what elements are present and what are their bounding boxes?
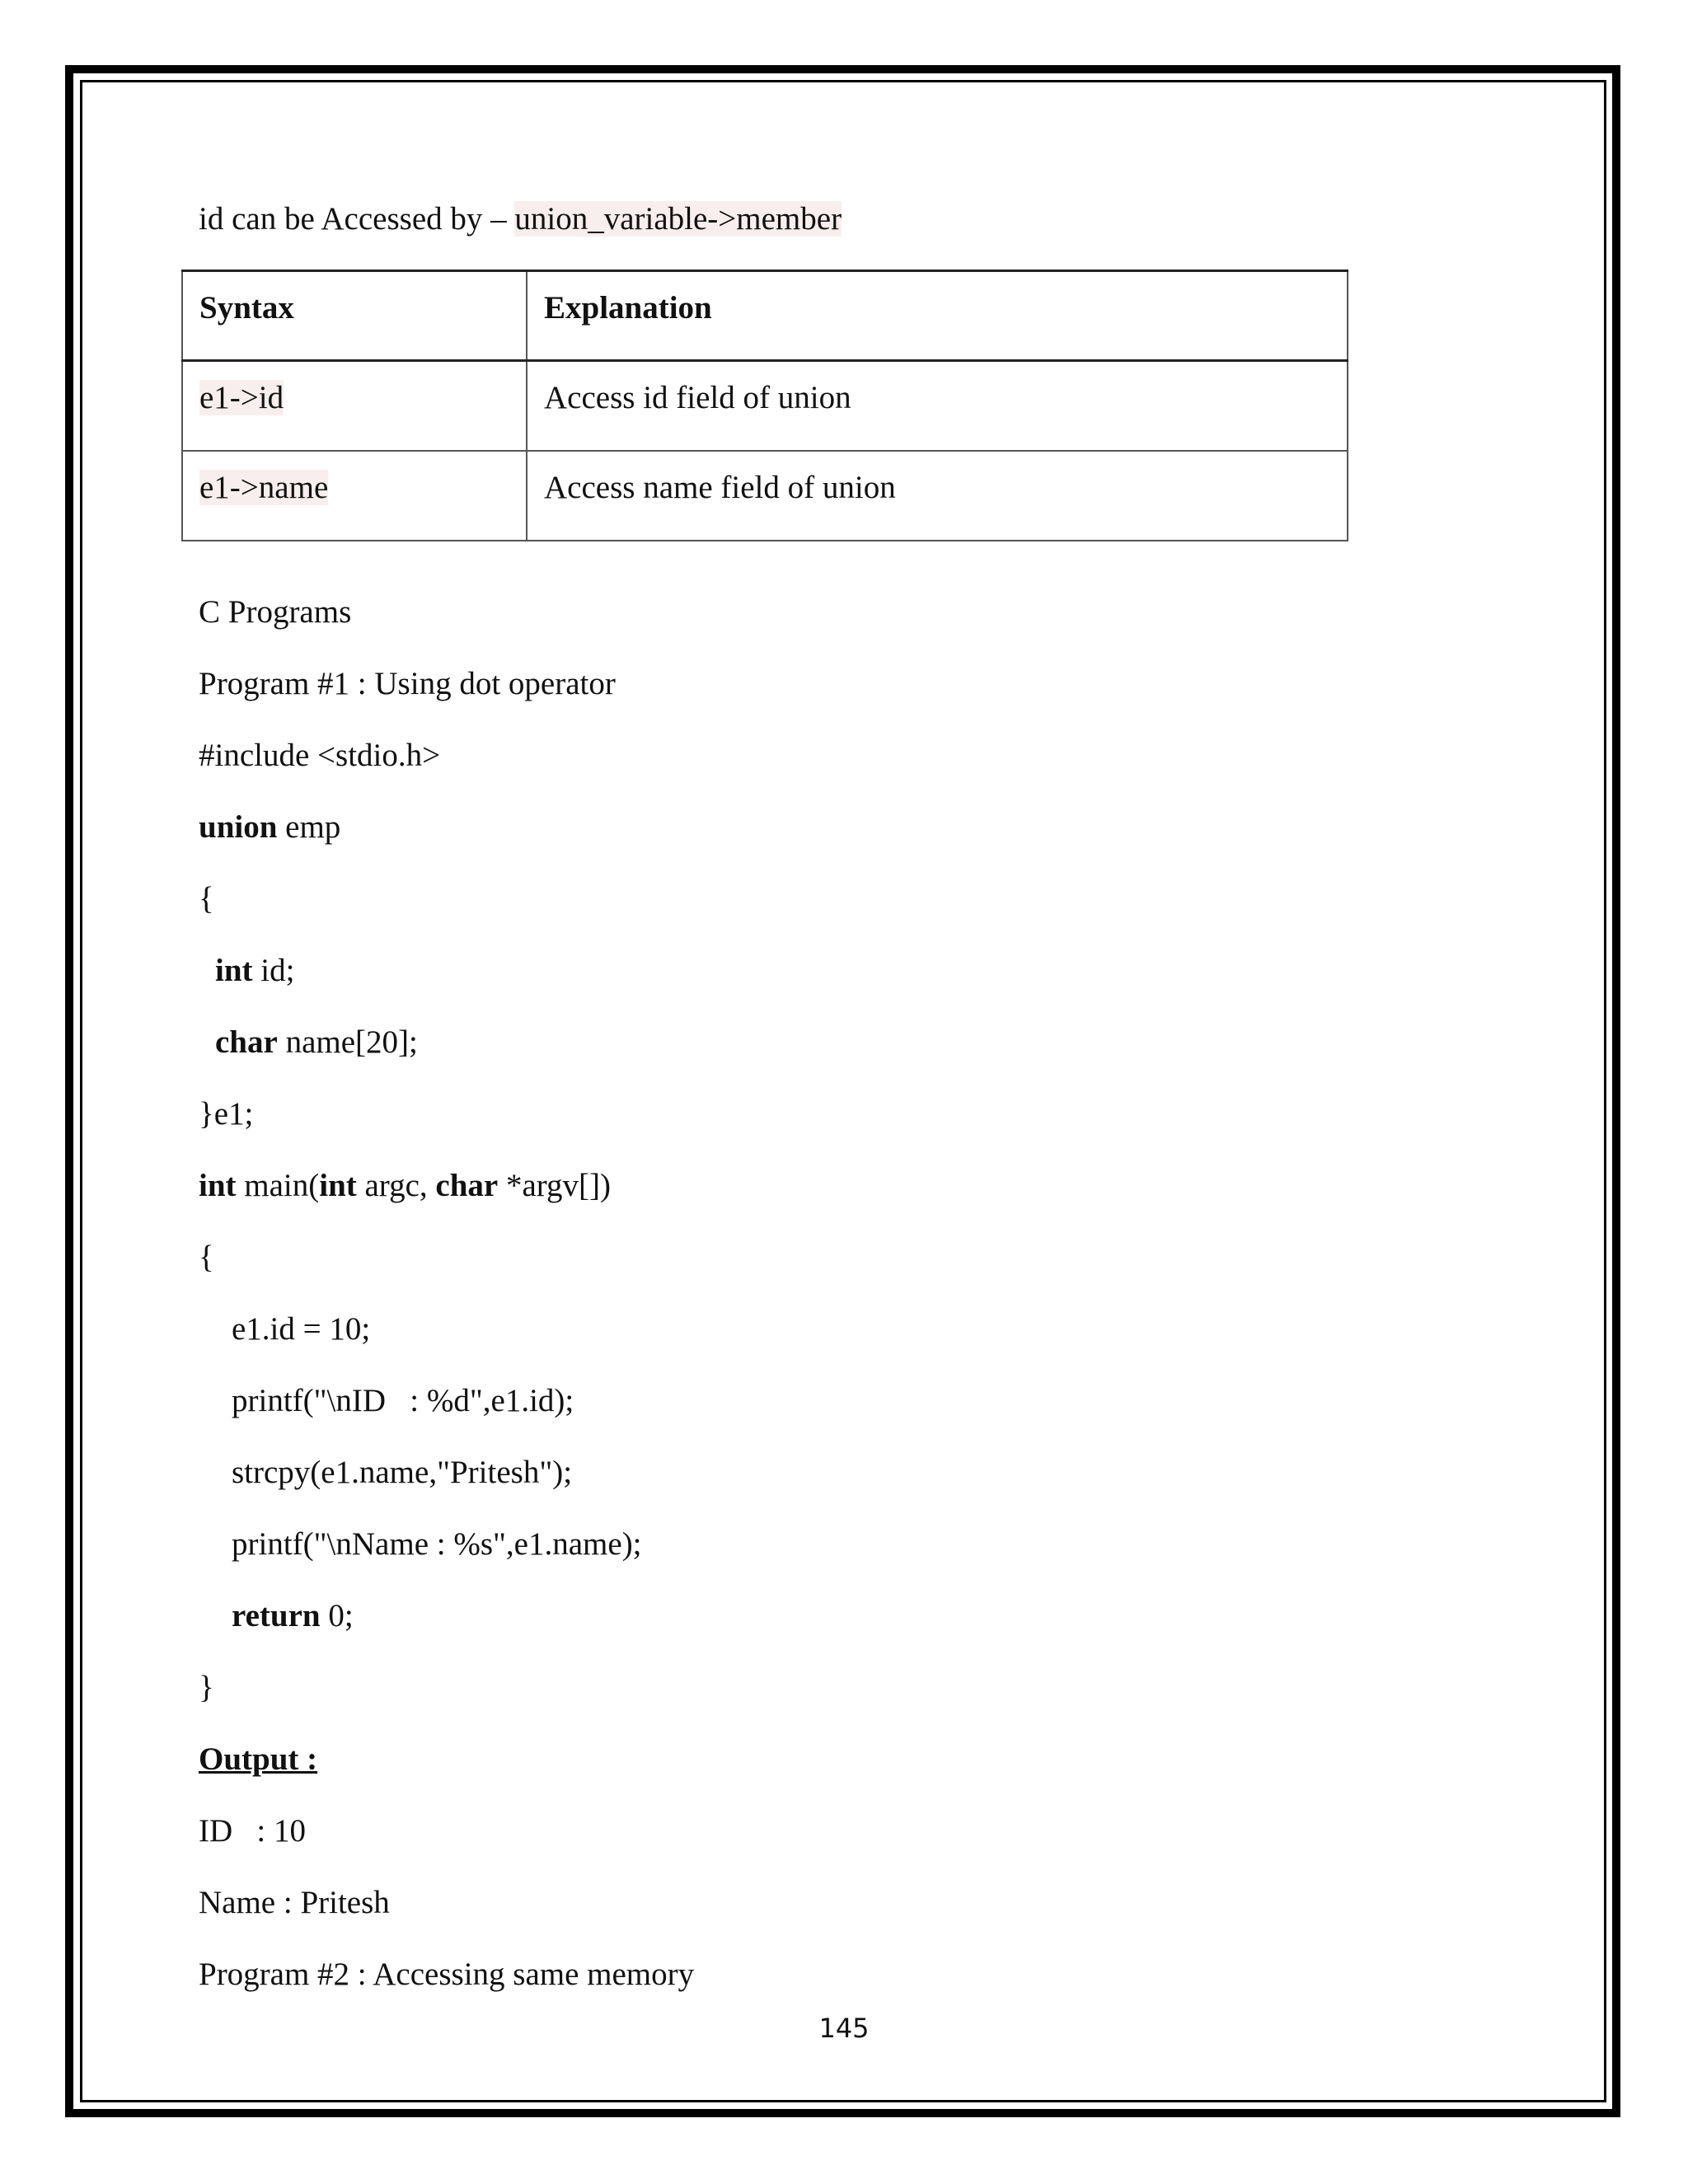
union-name: emp (277, 809, 341, 845)
int-member: id; (252, 953, 295, 988)
keyword-char: char (435, 1168, 499, 1203)
main-name: main( (236, 1168, 320, 1203)
code-main-open: { (199, 1240, 214, 1275)
table-header-row (182, 271, 1348, 361)
code-int-member (215, 951, 294, 991)
table-cell-explanation: Access name field of union (527, 451, 1348, 541)
keyword-int: int (319, 1168, 357, 1203)
syntax-table (181, 269, 1348, 541)
output-line-name: Name : Pritesh (199, 1885, 390, 1920)
code-printf-name: printf("\nName : %s",e1.name); (232, 1526, 642, 1562)
intro-code: union_variable->member (514, 201, 842, 237)
code-strcpy: strcpy(e1.name,"Pritesh"); (232, 1455, 573, 1490)
code-main-close: } (199, 1670, 214, 1705)
table-row (182, 451, 1348, 541)
intro-line (199, 199, 842, 239)
code-include: #include <stdio.h> (199, 738, 441, 773)
code-char-member (215, 1023, 418, 1062)
code-union-decl (199, 808, 340, 847)
keyword-int: int (215, 953, 253, 988)
table-cell-explanation: Access id field of union (527, 361, 1348, 451)
main-argv: *argv[]) (498, 1168, 612, 1203)
table-header-explanation: Explanation (527, 271, 1348, 361)
page-number: 145 (818, 2013, 870, 2044)
char-member: name[20]; (277, 1024, 418, 1060)
output-heading: Output : (199, 1741, 318, 1777)
code-return (232, 1596, 354, 1636)
keyword-return: return (232, 1598, 321, 1633)
syntax-code: e1->id (199, 380, 284, 415)
section-heading: C Programs (199, 594, 352, 630)
program2-title: Program #2 : Accessing same memory (199, 1957, 695, 1992)
keyword-char: char (215, 1024, 278, 1060)
keyword-union: union (199, 809, 278, 845)
program1-title: Program #1 : Using dot operator (199, 666, 616, 701)
code-assign-id: e1.id = 10; (232, 1311, 371, 1347)
keyword-int: int (199, 1168, 237, 1203)
table-row (182, 361, 1348, 451)
intro-prefix: id can be Accessed by – (199, 201, 515, 237)
code-printf-id: printf("\nID : %d",e1.id); (232, 1383, 574, 1418)
main-argc: argc, (356, 1168, 436, 1203)
output-line-id: ID : 10 (199, 1813, 306, 1849)
code-close-union: }e1; (199, 1096, 254, 1132)
table-cell-syntax (182, 451, 527, 541)
syntax-code: e1->name (199, 469, 329, 505)
code-open-brace: { (199, 881, 214, 916)
table-cell-syntax (182, 361, 527, 451)
return-value: 0; (320, 1598, 354, 1633)
code-main-signature (199, 1166, 611, 1206)
table-header-syntax: Syntax (182, 271, 527, 361)
